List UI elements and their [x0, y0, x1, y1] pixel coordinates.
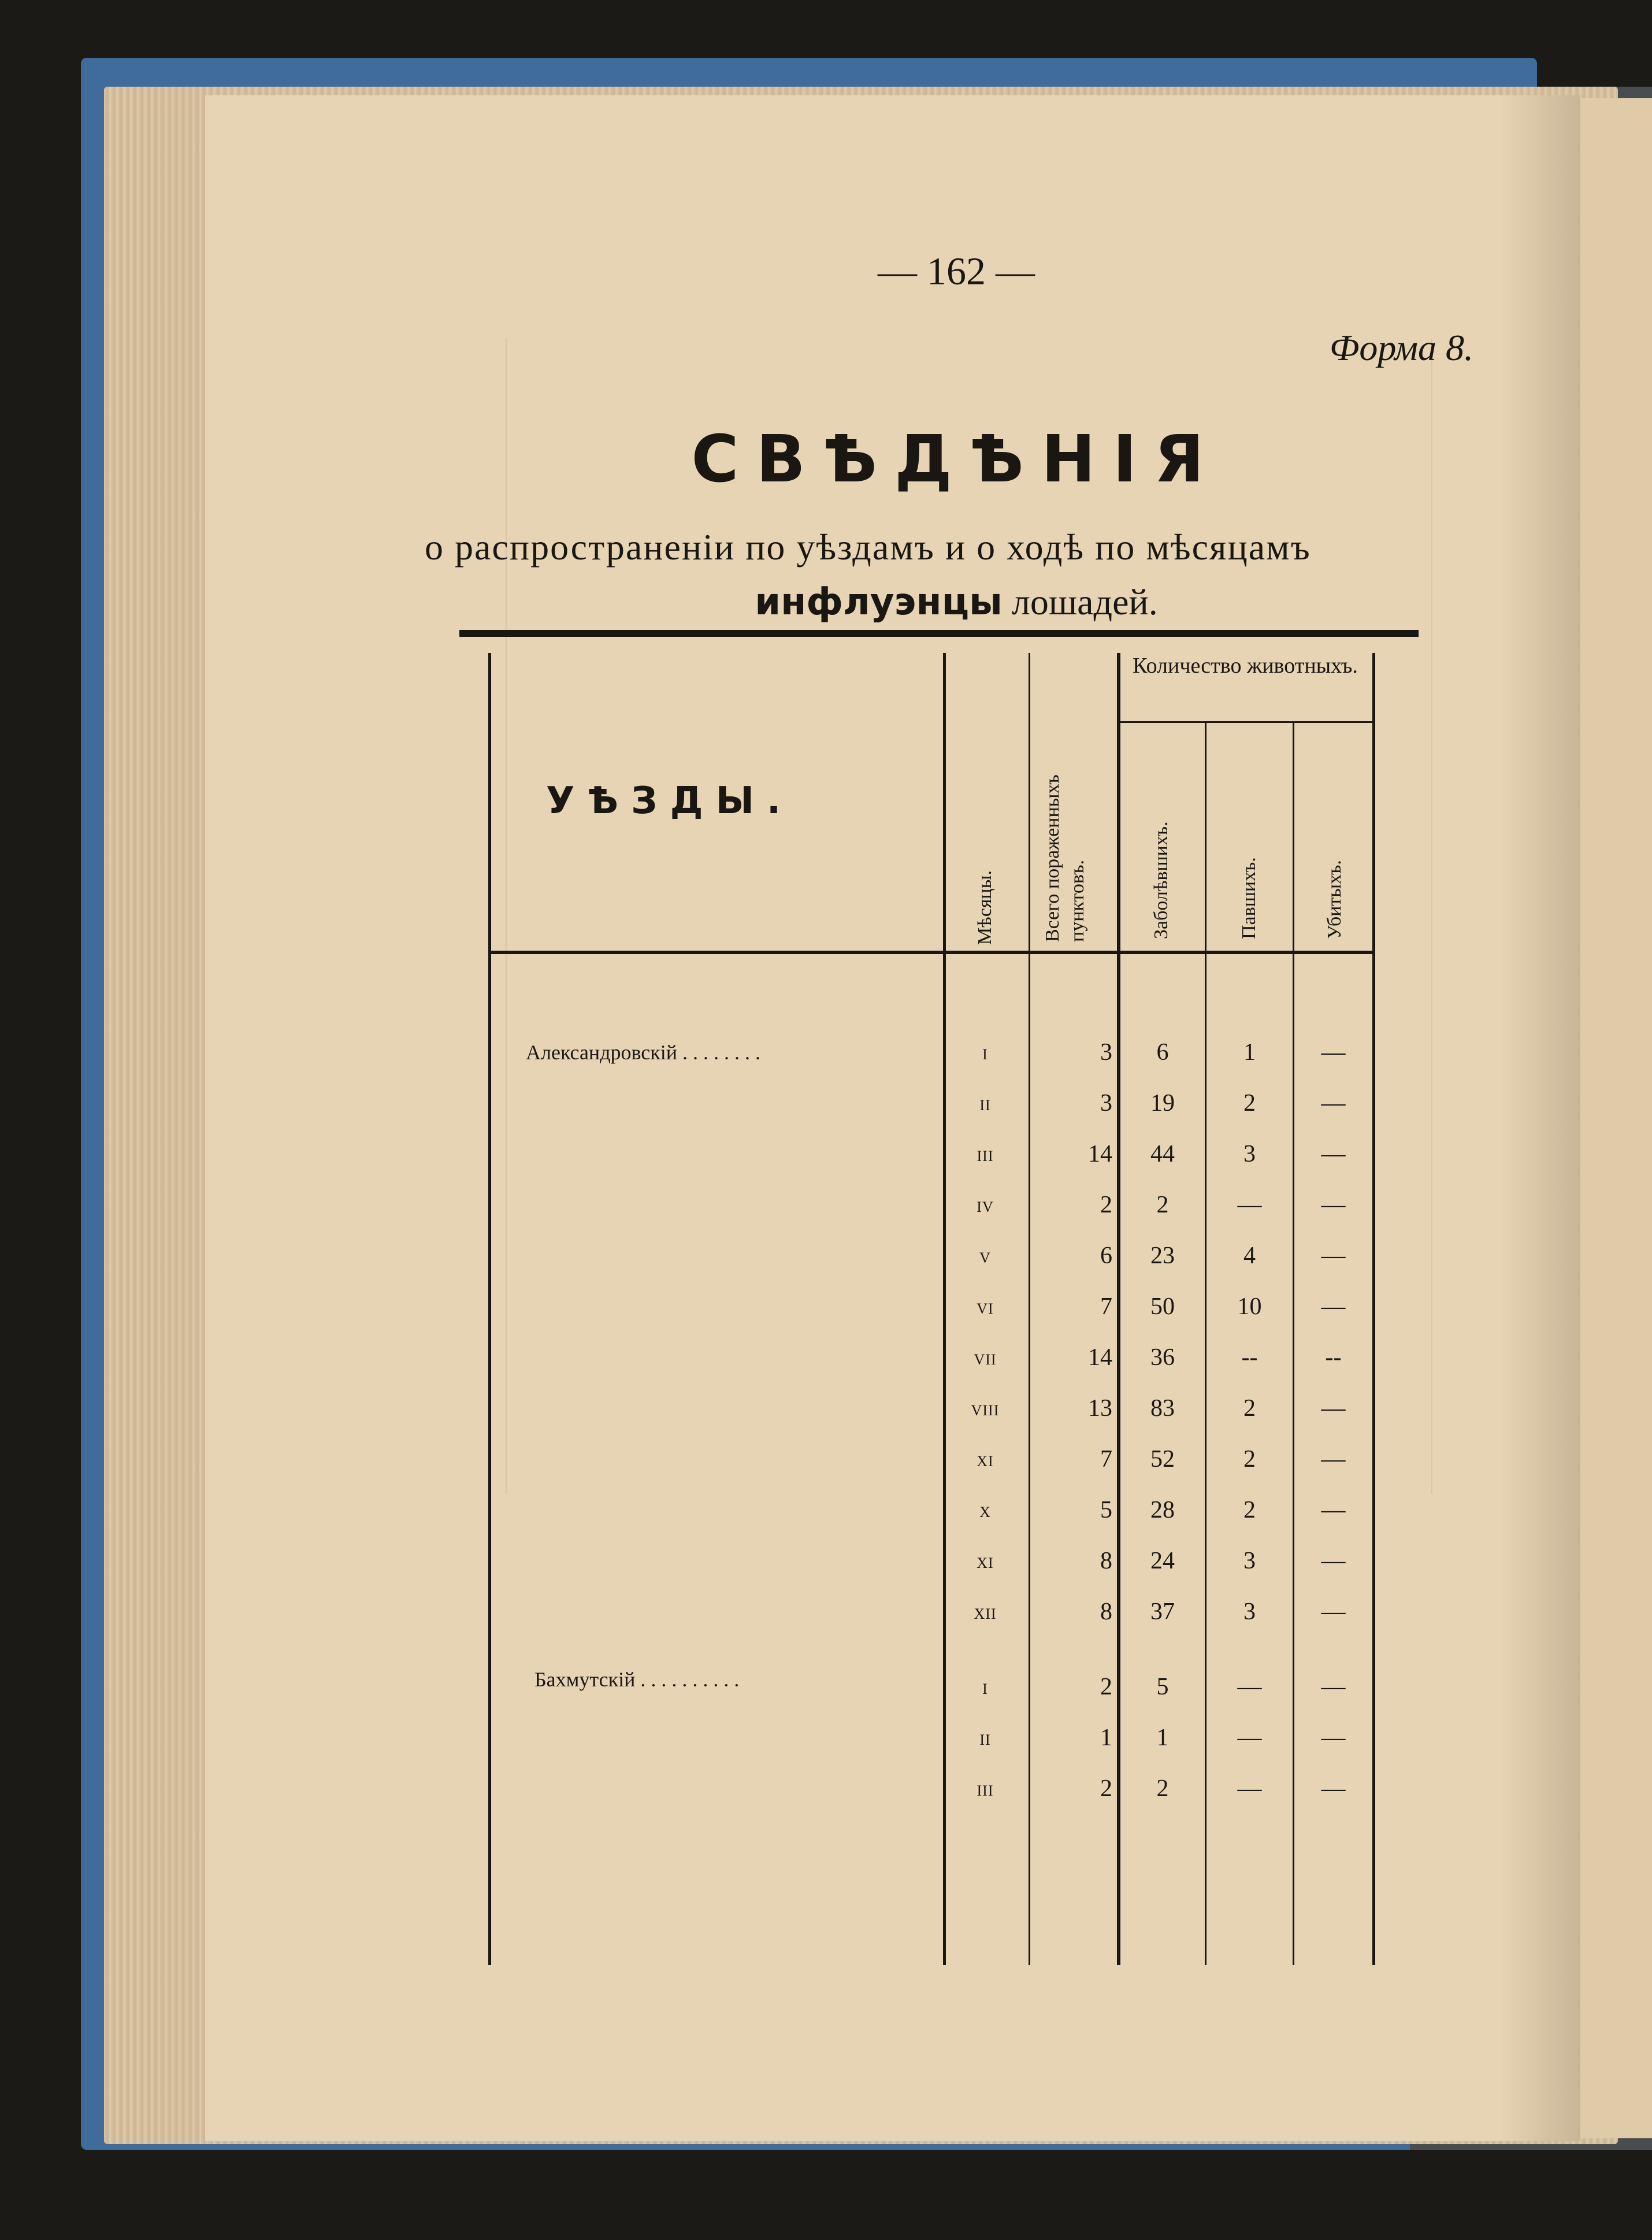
killed-cell: — [1321, 1724, 1346, 1751]
month-cell: I [982, 1046, 988, 1063]
sick-cell: 1 [1156, 1724, 1169, 1751]
sick-cell: 37 [1150, 1599, 1175, 1625]
points-cell: 1 [1100, 1724, 1112, 1751]
header-killed: Убитыхъ. [1324, 860, 1345, 939]
month-cell: IV [977, 1199, 994, 1215]
table-top-rule [459, 630, 1419, 637]
header-months: Мѣсяцы. [974, 870, 996, 945]
died-cell: 3 [1243, 1548, 1256, 1574]
died-cell: 2 [1243, 1497, 1256, 1523]
killed-cell: — [1321, 1039, 1346, 1066]
points-cell: 7 [1100, 1446, 1112, 1473]
died-cell: 3 [1243, 1141, 1256, 1167]
sick-cell: 2 [1156, 1775, 1169, 1802]
sick-cell: 28 [1150, 1497, 1175, 1523]
died-cell: — [1237, 1674, 1262, 1700]
points-cell: 14 [1088, 1344, 1112, 1371]
died-cell: 2 [1243, 1395, 1256, 1422]
sick-cell: 24 [1150, 1548, 1175, 1574]
killed-cell: -- [1325, 1344, 1342, 1371]
header-uezdy: УѢЗДЫ. [546, 780, 794, 822]
died-cell: — [1237, 1192, 1262, 1218]
killed-cell: — [1321, 1395, 1346, 1422]
points-cell: 3 [1100, 1090, 1112, 1117]
sick-cell: 19 [1150, 1090, 1175, 1117]
book-page [205, 95, 1580, 2141]
points-cell: 8 [1100, 1548, 1112, 1574]
header-bottom-rule [488, 951, 1375, 954]
page-gutter-shadow [1499, 95, 1580, 2141]
sick-cell: 6 [1156, 1039, 1169, 1066]
died-cell: — [1237, 1724, 1262, 1751]
killed-cell: — [1321, 1293, 1346, 1320]
died-cell: 2 [1243, 1090, 1256, 1117]
sick-cell: 2 [1156, 1192, 1169, 1218]
points-cell: 2 [1100, 1775, 1112, 1802]
sick-cell: 83 [1150, 1395, 1175, 1422]
month-cell: III [977, 1782, 994, 1799]
killed-cell: — [1321, 1548, 1346, 1574]
subtitle-bold-word: инфлуэнцы [755, 581, 1003, 624]
killed-cell: — [1321, 1446, 1346, 1473]
killed-cell: — [1321, 1674, 1346, 1700]
month-cell: V [979, 1249, 991, 1266]
page-number: — 162 — [878, 249, 1035, 293]
killed-cell: — [1321, 1599, 1346, 1625]
header-points-line-1: Всего пораженныхъ [1042, 774, 1063, 942]
header-animals-group: Количество животныхъ. [1133, 654, 1358, 678]
killed-cell: — [1321, 1775, 1346, 1802]
points-cell: 2 [1100, 1674, 1112, 1700]
month-cell: X [979, 1504, 991, 1520]
killed-cell: — [1321, 1141, 1346, 1167]
table-border-right [1372, 653, 1375, 1965]
sick-cell: 36 [1150, 1344, 1175, 1371]
month-cell: III [977, 1148, 994, 1164]
points-cell: 3 [1100, 1039, 1112, 1066]
killed-cell: — [1321, 1497, 1346, 1523]
table-border-left [488, 653, 491, 1965]
died-cell: 10 [1237, 1293, 1262, 1320]
month-cell: VI [977, 1300, 994, 1317]
header-died: Павшихъ. [1238, 857, 1260, 939]
column-divider-months [943, 653, 946, 1965]
sick-cell: 44 [1150, 1141, 1175, 1167]
points-cell: 5 [1100, 1497, 1112, 1523]
killed-cell: — [1321, 1090, 1346, 1117]
points-cell: 13 [1088, 1395, 1112, 1422]
died-cell: 4 [1243, 1243, 1256, 1269]
died-cell: -- [1241, 1344, 1258, 1371]
points-cell: 8 [1100, 1599, 1112, 1625]
sick-cell: 5 [1156, 1674, 1169, 1700]
month-cell: II [979, 1097, 991, 1114]
subtitle-line-2 [552, 581, 1361, 624]
district-name: Александровскій . . . . . . . . [526, 1041, 761, 1064]
died-cell: — [1237, 1775, 1262, 1802]
killed-cell: — [1321, 1192, 1346, 1218]
subtitle-rest: лошадей. [1011, 581, 1158, 622]
header-points-line-2: пунктовъ. [1067, 859, 1088, 942]
sick-cell: 52 [1150, 1446, 1175, 1473]
document-title: СВѢДѢНІЯ [691, 422, 1222, 497]
animals-group-underline [1120, 721, 1375, 723]
district-name: Бахмутскій . . . . . . . . . . [534, 1668, 740, 1691]
points-cell: 14 [1088, 1141, 1112, 1167]
form-label: Форма 8. [1329, 327, 1473, 368]
died-cell: 2 [1243, 1446, 1256, 1473]
month-cell: XI [977, 1453, 994, 1470]
sick-cell: 50 [1150, 1293, 1175, 1320]
died-cell: 1 [1243, 1039, 1256, 1066]
points-cell: 2 [1100, 1192, 1112, 1218]
sick-cell: 23 [1150, 1243, 1175, 1269]
month-cell: VII [974, 1351, 997, 1368]
month-cell: I [982, 1681, 988, 1697]
killed-cell: — [1321, 1243, 1346, 1269]
month-cell: VIII [971, 1402, 1000, 1419]
month-cell: XI [977, 1555, 994, 1571]
month-cell: XII [974, 1605, 997, 1622]
month-cell: II [979, 1731, 991, 1748]
died-cell: 3 [1243, 1599, 1256, 1625]
subtitle-line-1: о распространеніи по уѣздамъ и о ходѣ по мѣсяцамъ [425, 526, 1311, 568]
points-cell: 7 [1100, 1293, 1112, 1320]
points-cell: 6 [1100, 1243, 1112, 1269]
header-sick: Заболѣвшихъ. [1150, 821, 1172, 939]
column-divider-points [1029, 653, 1030, 1965]
